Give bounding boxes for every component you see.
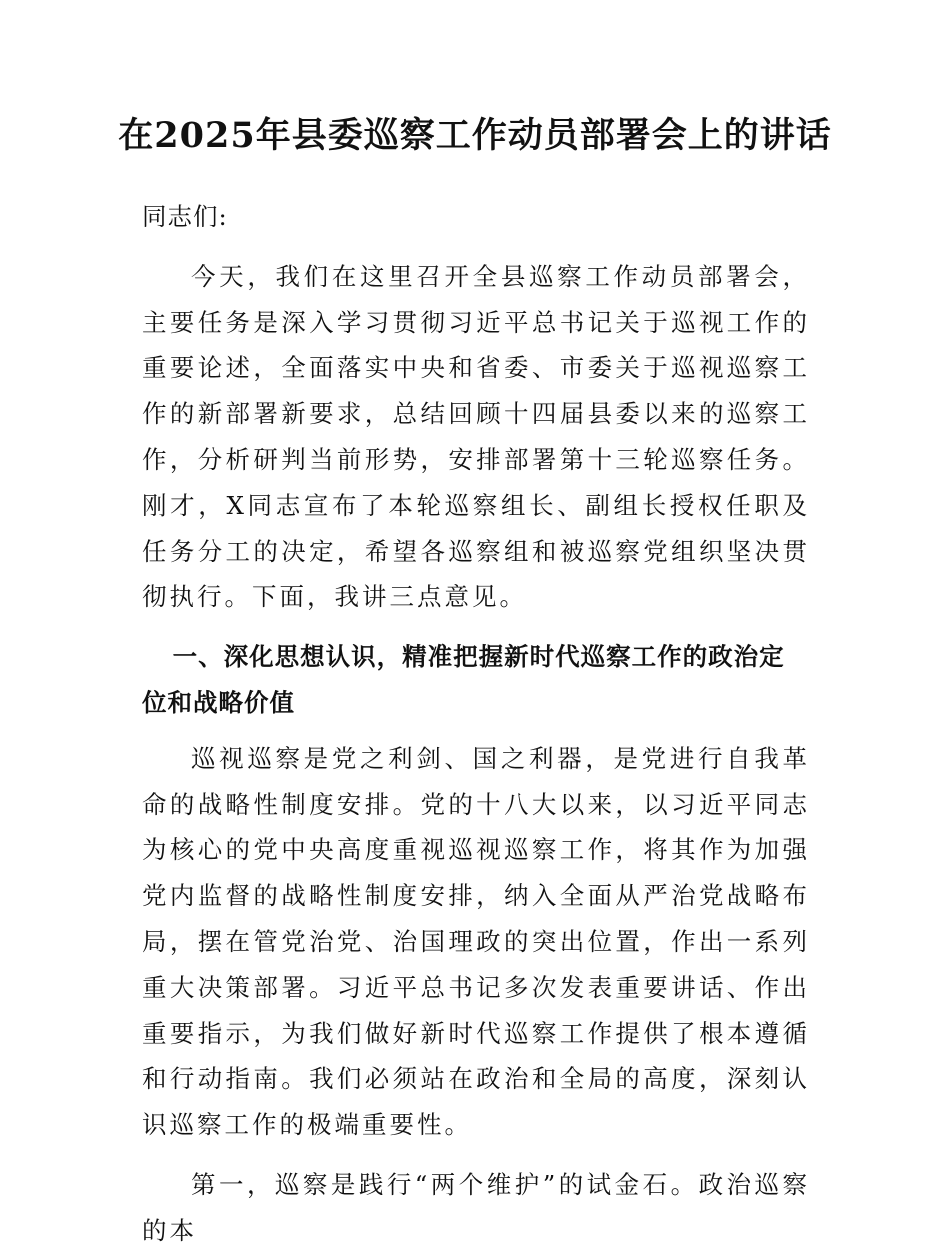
document-title: 在2025年县委巡察工作动员部署会上的讲话 (118, 115, 832, 156)
salutation: 同志们: (142, 202, 228, 231)
section-heading: 一、深化思想认识，精准把握新时代巡察工作的政治定位和战略价值 (142, 642, 785, 717)
intro-paragraph: 今天，我们在这里召开全县巡察工作动员部署会，主要任务是深入学习贯彻习近平总书记关于巡视工作的重要论述，全面落实中央和省委、市委关于巡视巡察工作的新部署新要求，总结回顾十四届县委以来的巡察工作，分析研判当前形势，安排部署第十三轮巡察任务。刚才，X同志宣布了本轮巡察组长、副组长授权任职及任务分工的决定，希望各巡察组和被巡察党组织坚决贯彻执行。下面，我讲三点意见。 (142, 261, 810, 612)
paragraph-gap (142, 1148, 810, 1162)
section-paragraph: 第一，巡察是践行“两个维护”的试金石。政治巡察的本 (142, 1169, 810, 1245)
section-paragraph: 巡视巡察是党之利剑、国之利器，是党进行自我革命的战略性制度安排。党的十八大以来，以习近平同志为核心的党中央高度重视巡视巡察工作，将其作为加强党内监督的战略性制度安排，纳入全面从严治党战略布局，摆在管党治党、治国理政的突出位置，作出一系列重大决策部署。习近平总书记多次发表重要讲话、作出重要指示，为我们做好新时代巡察工作提供了根本遵循和行动指南。我们必须站在政治和全局的高度，深刻认识巡察工作的极端重要性。 (142, 743, 810, 1140)
document-body (142, 194, 810, 1254)
